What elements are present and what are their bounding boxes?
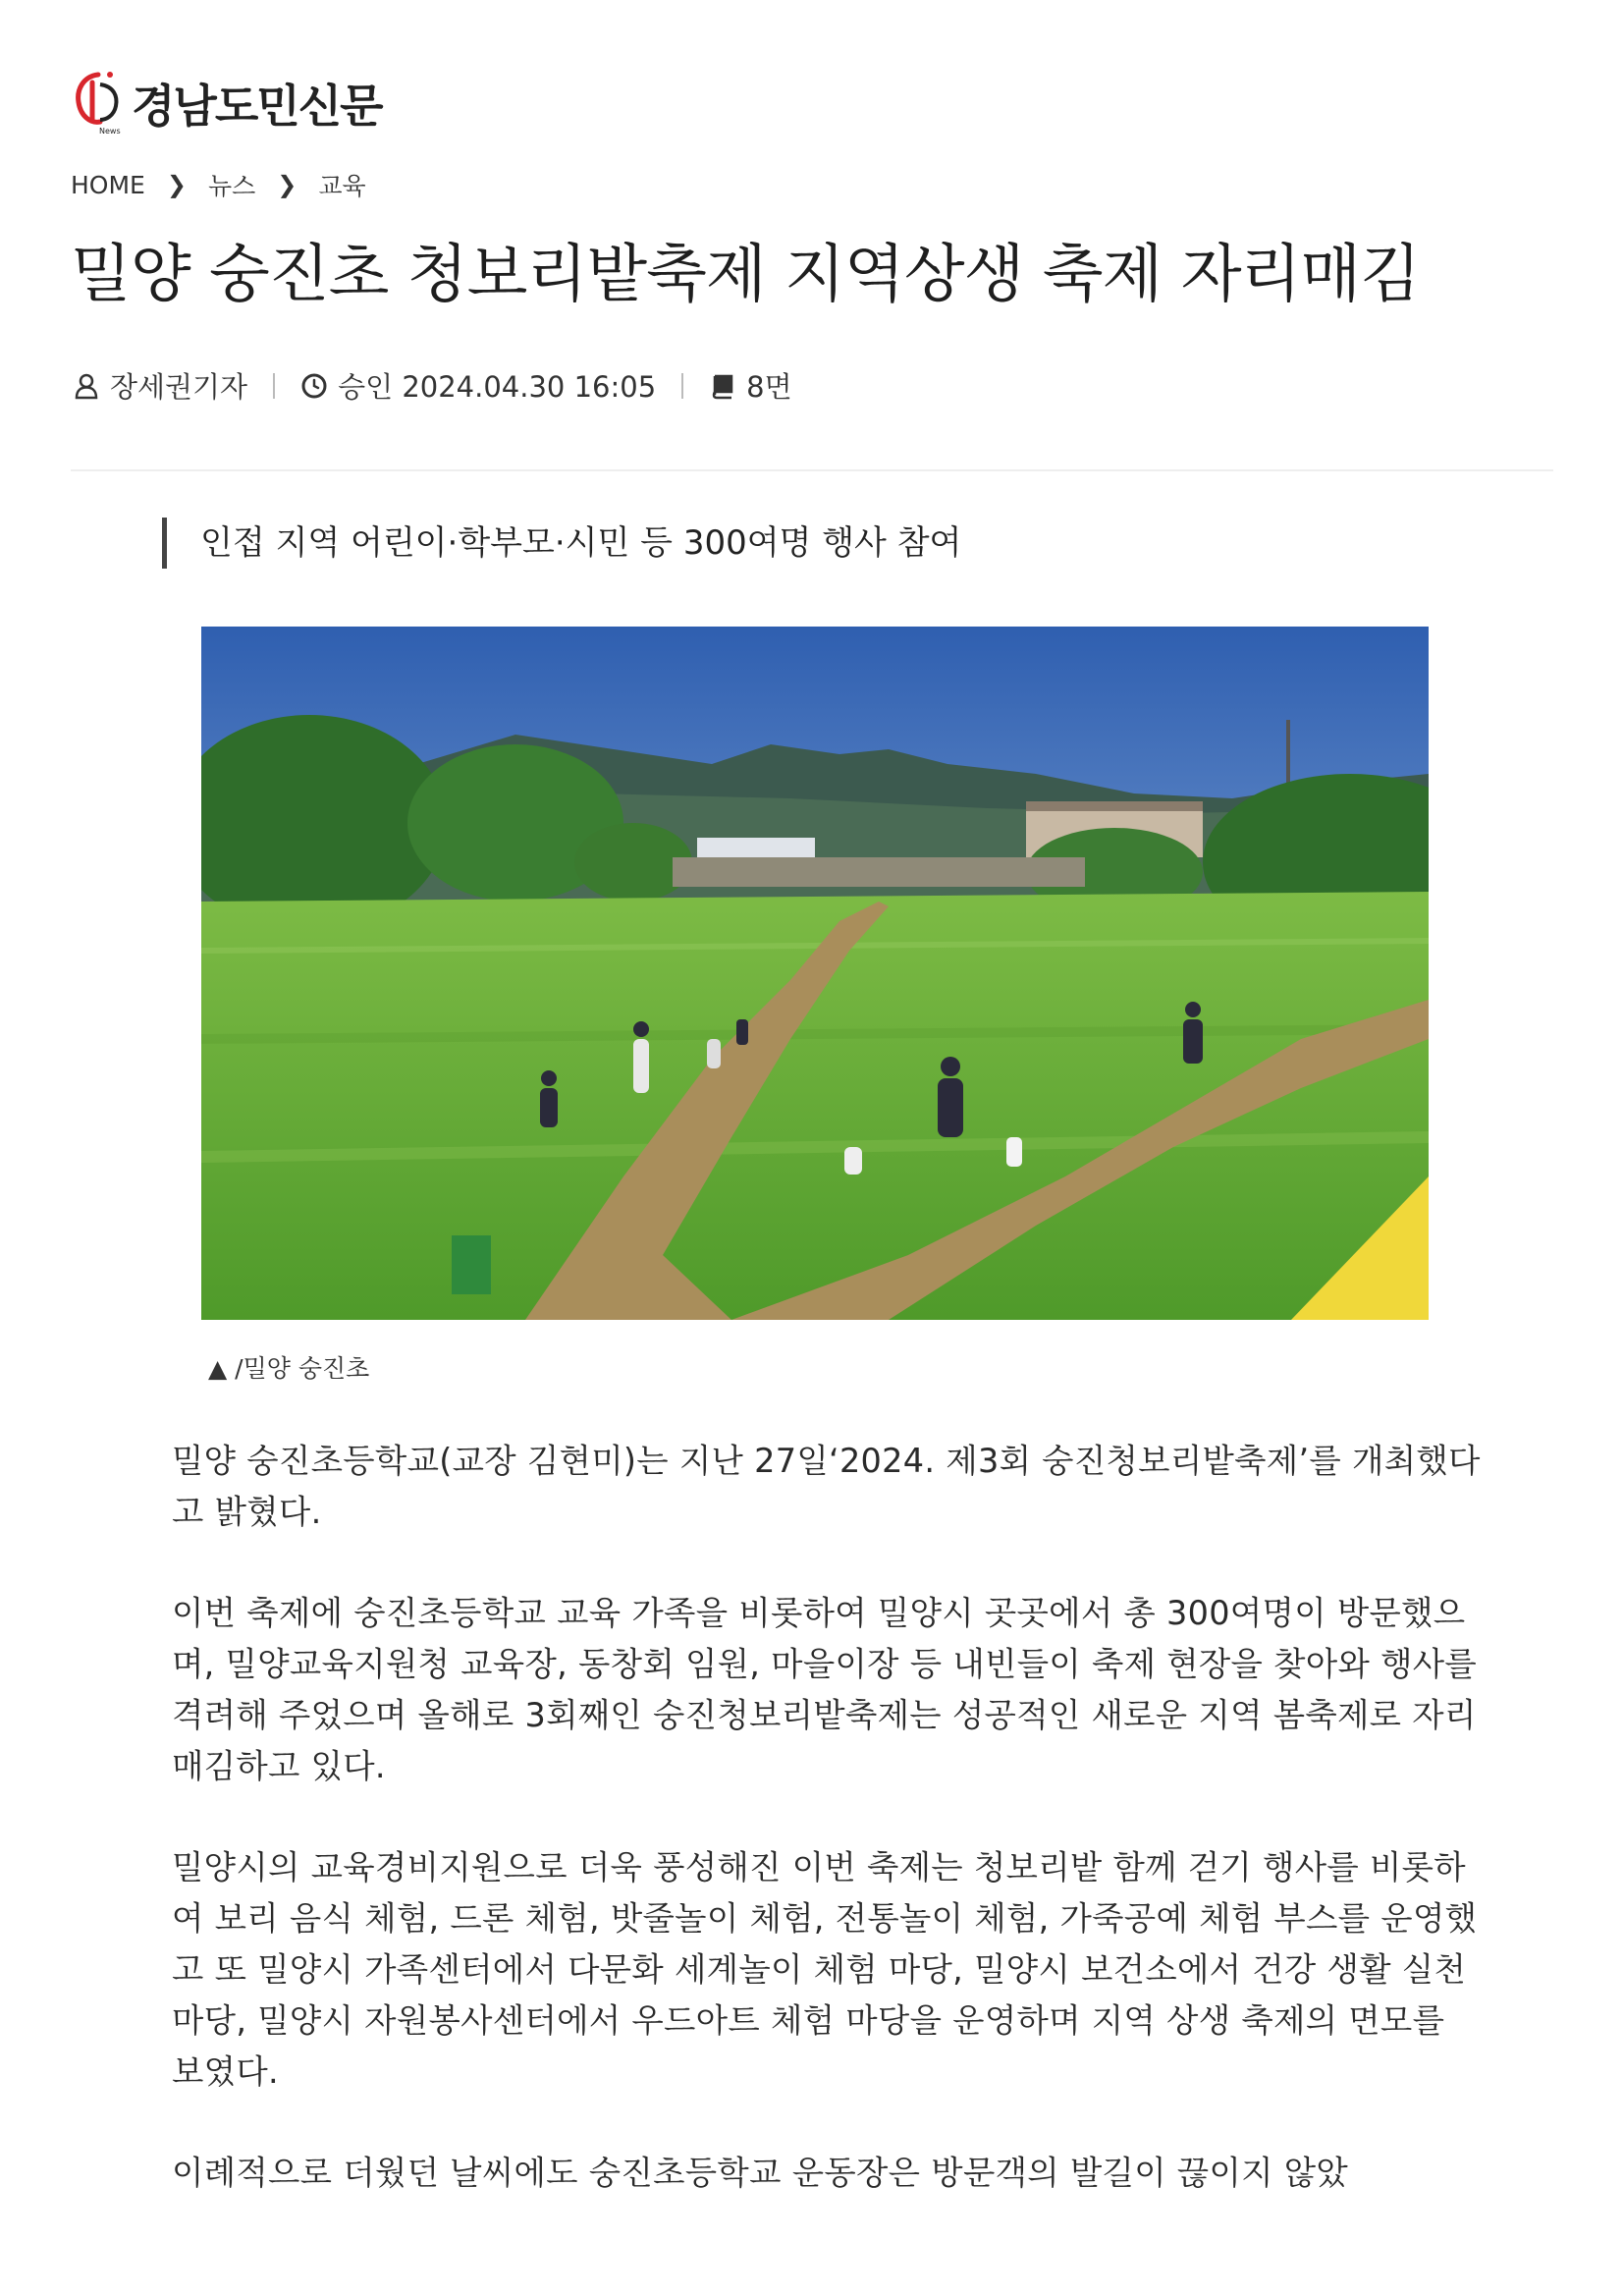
chevron-right-icon: ❯ xyxy=(166,171,187,198)
body-paragraph: 이례적으로 더웠던 날씨에도 숭진초등학교 운동장은 방문객의 발길이 끊이지 않았 xyxy=(172,2154,1349,2192)
body-paragraph: 밀양 숭진초등학교(교장 김현미)는 지난 27일‘2024. 제3회 숭진청보리밭축제’를 개최했다고 밝혔다. xyxy=(172,1442,1481,1531)
logo-mark-icon xyxy=(71,69,128,137)
logo-text: 경남도민신문 xyxy=(132,80,382,133)
breadcrumb-home[interactable]: HOME xyxy=(71,170,145,199)
article-photo[interactable] xyxy=(201,627,1429,1320)
barley-field-photo xyxy=(201,627,1429,1320)
breadcrumb-education[interactable]: 교육 xyxy=(318,172,366,200)
author-name[interactable]: 장세권기자 xyxy=(110,370,248,404)
published-meta xyxy=(300,365,656,406)
user-icon xyxy=(73,372,100,400)
breadcrumb xyxy=(71,167,366,202)
body-paragraph: 밀양시의 교육경비지원으로 더욱 풍성해진 이번 축제는 청보리밭 함께 걷기 행사를 비롯하여 보리 음식 체험, 드론 체험, 밧줄놀이 체험, 전통놀이 체험, 가죽공예 체험 부스를 운영했고 또 밀양시 가족센터에서 다문화 세계놀이 체험 마당, 밀양시 보건소에서 건강 생활 실천마당, 밀양시 자원봉사센터에서 우드아트 체험 마당을 운영하며 지역 상생 축제의 면모를 보였다. xyxy=(172,1848,1478,2091)
page-number: 8면 xyxy=(746,370,792,404)
body-paragraph: 이번 축제에 숭진초등학교 교육 가족을 비롯하여 밀양시 곳곳에서 총 300여명이 방문했으며, 밀양교육지원청 교육장, 동창회 임원, 마을이장 등 내빈들이 축제 현장을 찾아와 행사를 격려해 주었으며 올해로 3회째인 숭진청보리밭축제는 성공적인 새로운 지역 봄축제로 자리 매김하고 있다. xyxy=(172,1594,1478,1785)
author-meta xyxy=(73,365,247,406)
header-divider xyxy=(71,469,1553,471)
chevron-right-icon: ❯ xyxy=(277,171,298,198)
article-title: 밀양 숭진초 청보리밭축제 지역상생 축제 자리매김 xyxy=(71,239,1421,311)
article-body xyxy=(172,1436,1483,2249)
published-date: 승인 2024.04.30 16:05 xyxy=(338,370,657,404)
breadcrumb-news[interactable]: 뉴스 xyxy=(207,172,256,200)
page-meta xyxy=(709,365,791,406)
article-subtitle: 인접 지역 어린이·학부모·시민 등 300여명 행사 참여 xyxy=(162,518,961,569)
meta-divider xyxy=(273,373,275,399)
book-icon xyxy=(709,372,736,400)
meta-divider xyxy=(681,373,683,399)
logo-mark-label: News xyxy=(99,127,121,136)
photo-caption: ▲ /밀양 숭진초 xyxy=(208,1354,370,1383)
clock-icon xyxy=(300,372,328,400)
article-meta xyxy=(73,365,792,406)
site-logo[interactable] xyxy=(71,69,382,137)
